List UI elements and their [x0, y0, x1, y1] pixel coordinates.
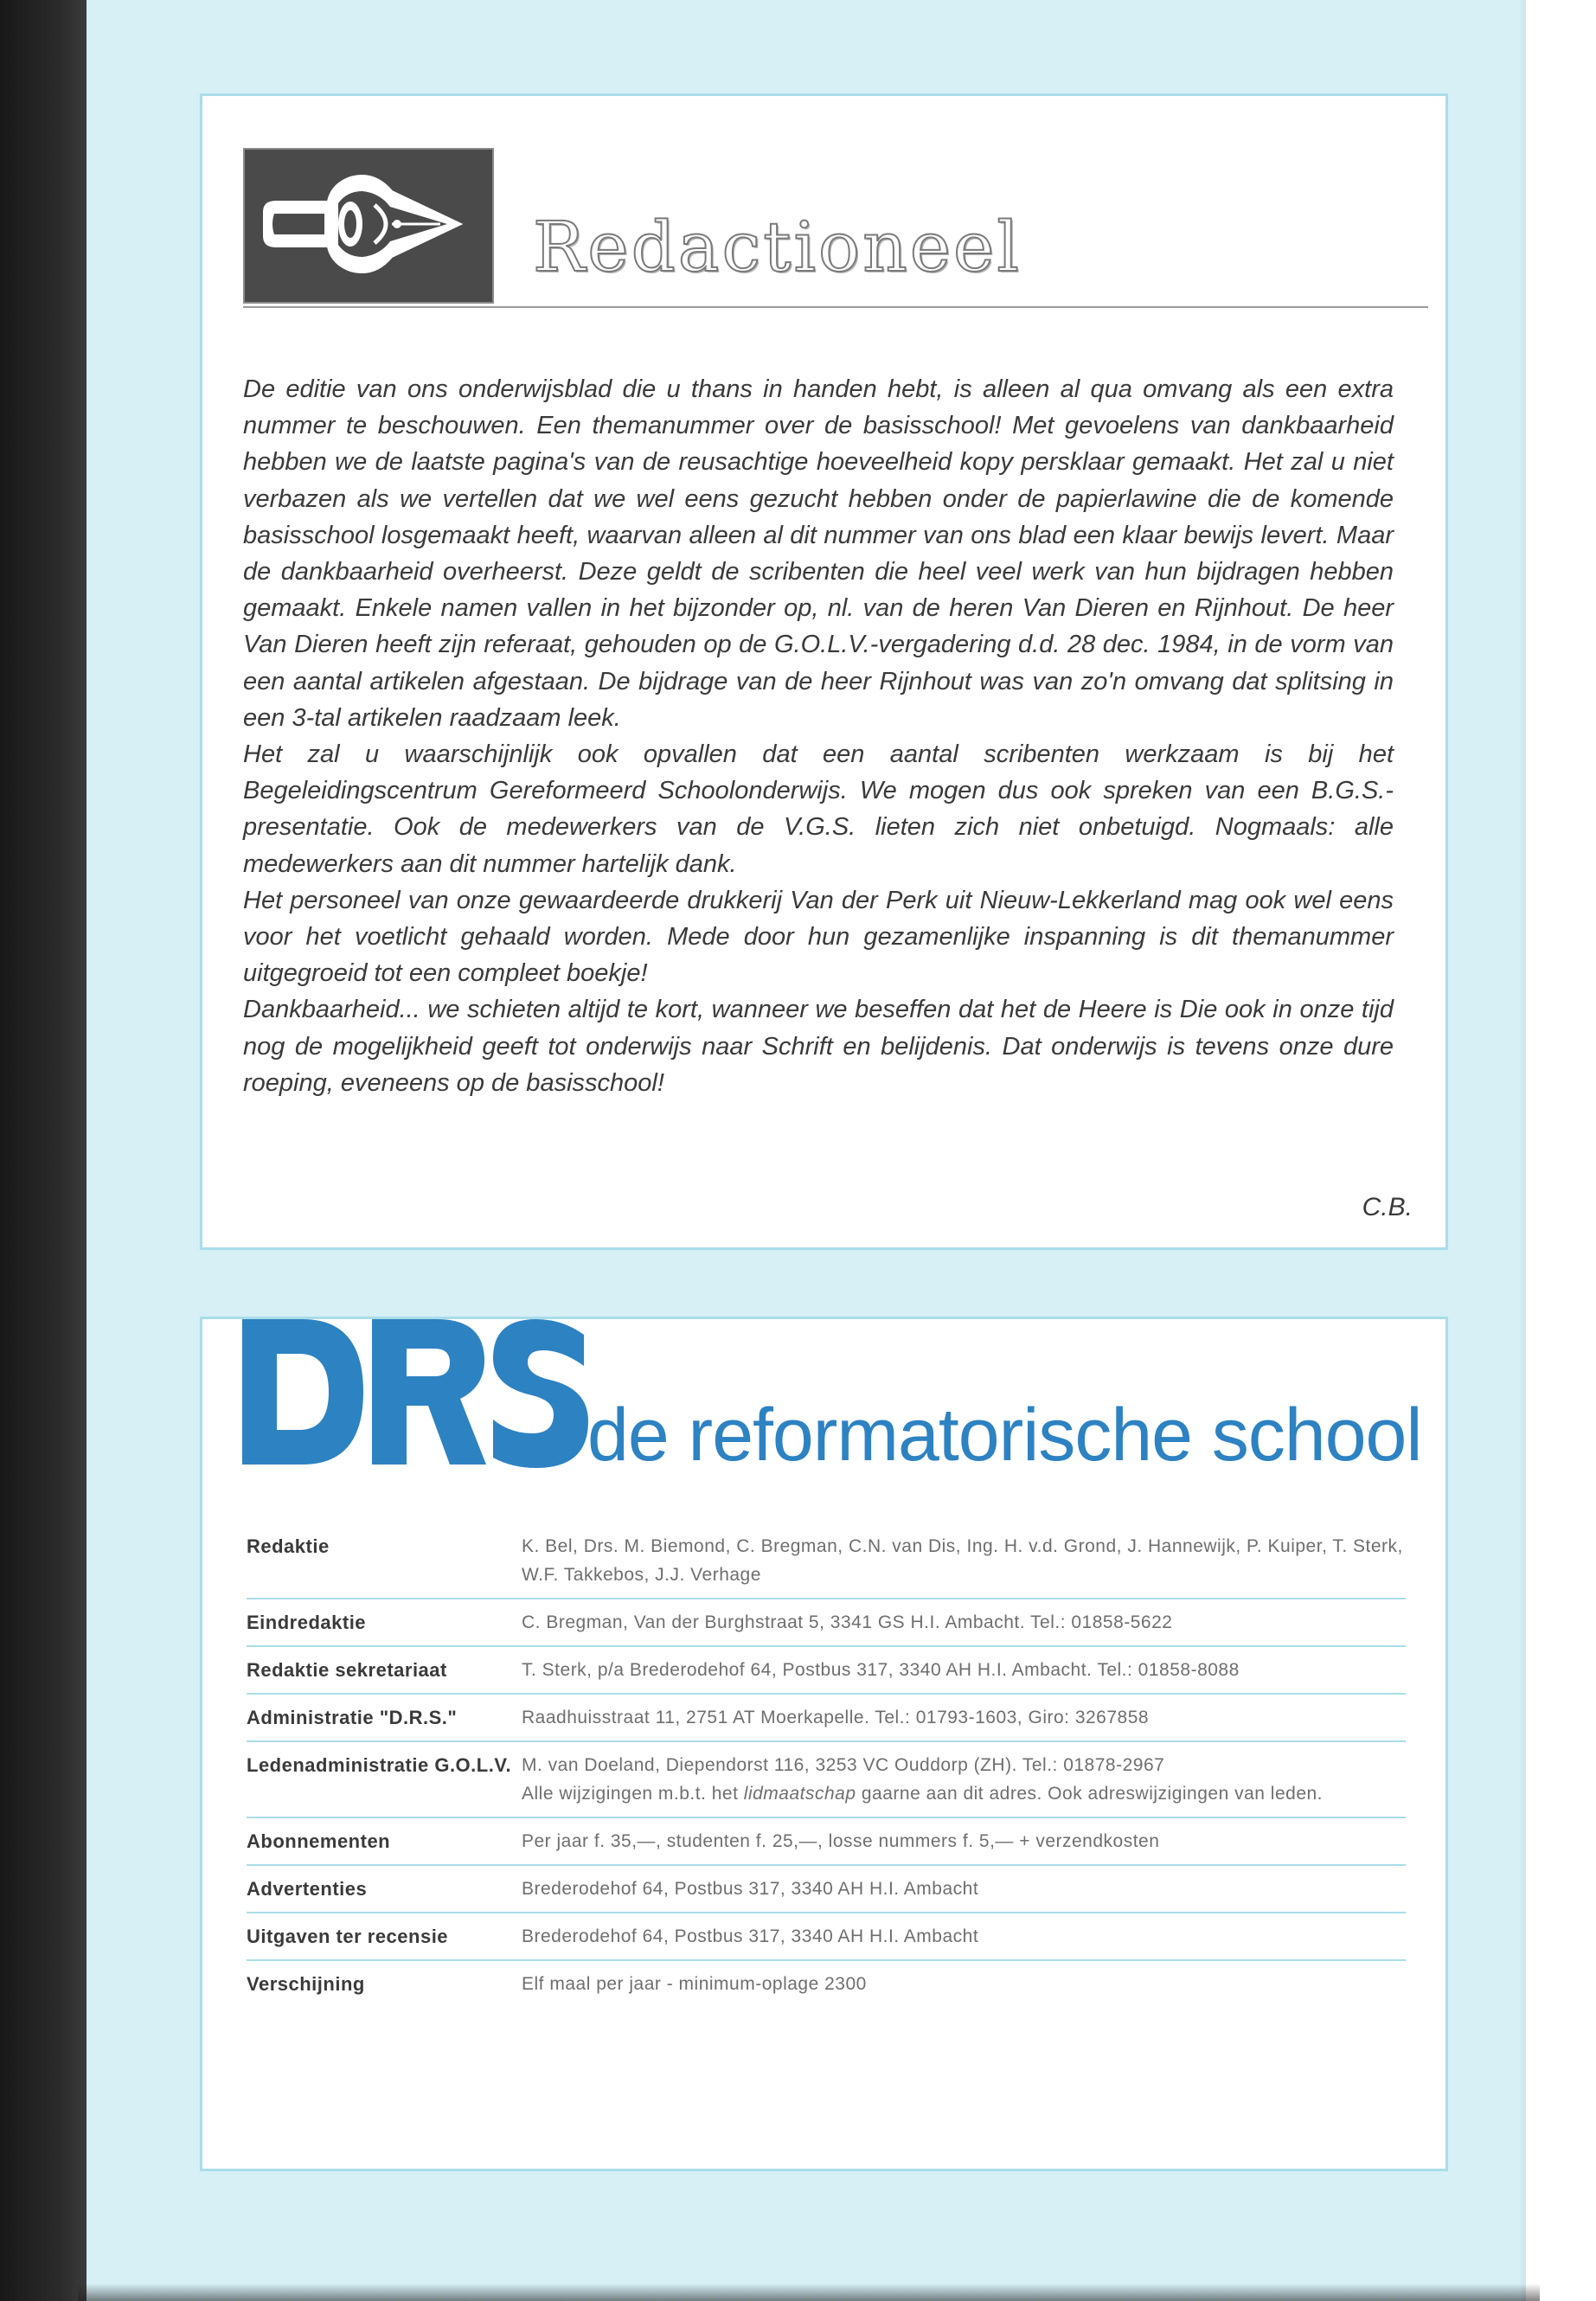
- row-label: Uitgaven ter recensie: [247, 1926, 449, 1947]
- row-label: Verschijning: [247, 1973, 365, 1995]
- drs-colophon-panel: [200, 1317, 1448, 2171]
- table-row: [247, 1741, 1406, 1817]
- row-label: Abonnementen: [247, 1830, 391, 1852]
- pen-nib-logo: [243, 148, 494, 304]
- row-value-note: Alle wijzigingen m.b.t. het lidmaatschap gaarne aan dit adres. Ook adreswijzigingen van leden.: [522, 1784, 1324, 1804]
- publication-name: de reformatorische school: [587, 1394, 1422, 1477]
- row-label: Ledenadministratie G.O.L.V.: [247, 1754, 512, 1776]
- editorial-paragraph: Het zal u waarschijnlijk ook opvallen dat een aantal scribenten werkzaam is bij het Begeleidingscentrum Gereformeerd Schoolonderwijs. We mogen dus ook spreken van een B.G.S.-presentatie. Ook de medewerkers van de V.G.S. lieten zich niet onbetuigd. Nogmaals: alle medewerkers aan dit nummer hartelijk dank.: [243, 740, 1394, 878]
- section-heading: Redactioneel: [533, 207, 1022, 287]
- redactioneel-panel: [200, 93, 1448, 1250]
- row-value: Per jaar f. 35,—, studenten f. 25,—, losse nummers f. 5,— + verzendkosten: [522, 1831, 1160, 1851]
- table-row: [247, 1646, 1406, 1694]
- table-row: [247, 1817, 1406, 1865]
- row-value: Brederodehof 64, Postbus 317, 3340 AH H.I. Ambacht: [522, 1926, 979, 1946]
- binding-edge: [0, 0, 87, 2301]
- row-label: Redaktie sekretariaat: [247, 1659, 447, 1681]
- row-value: K. Bel, Drs. M. Biemond, C. Bregman, C.N. van Dis, Ing. H. v.d. Grond, J. Hannewijk, P. Kuiper, T. Sterk, W.F. Takkebos, J.J. Verhage: [522, 1536, 1403, 1585]
- table-row: [247, 1599, 1406, 1646]
- editorial-body: [243, 371, 1394, 1101]
- table-row: [247, 1913, 1406, 1960]
- row-value: C. Bregman, Van der Burghstraat 5, 3341 GS H.I. Ambacht. Tel.: 01858-5622: [522, 1612, 1173, 1632]
- row-label: Administratie "D.R.S.": [247, 1707, 458, 1728]
- fountain-pen-icon: [245, 150, 492, 302]
- row-value: T. Sterk, p/a Brederodehof 64, Postbus 317, 3340 AH H.I. Ambacht. Tel.: 01858-8088: [522, 1660, 1240, 1680]
- emphasis-lidmaatschap: lidmaatschap: [743, 1784, 856, 1804]
- row-label: Eindredaktie: [247, 1612, 367, 1633]
- table-row: [247, 1516, 1406, 1599]
- editor-signature: C.B.: [1362, 1193, 1413, 1221]
- editorial-paragraph: Het personeel van onze gewaardeerde drukkerij Van der Perk uit Nieuw-Lekkerland mag ook wel eens voor het voetlicht gehaald worden. Mede door hun gezamenlijke inspanning is dit themanummer uitgegroeid tot een compleet boekje!: [243, 886, 1394, 988]
- table-row: [247, 1865, 1406, 1913]
- row-value: Brederodehof 64, Postbus 317, 3340 AH H.I. Ambacht: [522, 1879, 979, 1899]
- row-value: Elf maal per jaar - minimum-oplage 2300: [522, 1974, 867, 1994]
- row-label: Advertenties: [247, 1878, 368, 1900]
- row-value: Raadhuisstraat 11, 2751 AT Moerkapelle. Tel.: 01793-1603, Giro: 3267858: [522, 1708, 1150, 1727]
- heading-divider: [243, 306, 1428, 308]
- row-value-line: M. van Doeland, Diependorst 116, 3253 VC Ouddorp (ZH). Tel.: 01878-2967: [522, 1755, 1165, 1775]
- row-value: [522, 1741, 1406, 1817]
- drs-logo: [242, 1319, 588, 1475]
- editorial-paragraph: Dankbaarheid... we schieten altijd te kort, wanneer we beseffen dat het de Heere is Die ook in onze tijd nog de mogelijkheid geeft tot onderwijs naar Schrift en belijdenis. Dat onderwijs is tevens onze dure roeping, eveneens op de basisschool!: [243, 996, 1394, 1097]
- table-row: [247, 1694, 1406, 1741]
- page-bottom-shadow: [78, 2284, 1540, 2301]
- colophon-table: [247, 1516, 1406, 2007]
- row-label: Redaktie: [247, 1535, 330, 1557]
- editorial-paragraph: De editie van ons onderwijsblad die u thans in handen hebt, is alleen al qua omvang als een extra nummer te beschouwen. Een themanummer over de basisschool! Met gevoelens van dankbaarheid hebben we de laatste pagina's van de reusachtige hoeveelheid kopy persklaar gemaakt. Het zal u niet verbazen als we vertellen dat we wel eens gezucht hebben onder de papierlawine die de komende basisschool losgemaakt heeft, waarvan alleen al dit nummer van ons blad een klaar bewijs levert. Maar de dankbaarheid overheerst. Deze geldt de scribenten die heel veel werk van hun bijdragen hebben gemaakt. Enkele namen vallen in het bijzonder op, nl. van de heren Van Dieren en Rijnhout. De heer Van Dieren heeft zijn referaat, gehouden op de G.O.L.V.-vergadering d.d. 28 dec. 1984, in de vorm van een aantal artikelen afgestaan. De bijdrage van de heer Rijnhout was van zo'n omvang dat splitsing in een 3-tal artikelen raadzaam leek.: [243, 375, 1394, 732]
- table-row: [247, 1960, 1406, 2007]
